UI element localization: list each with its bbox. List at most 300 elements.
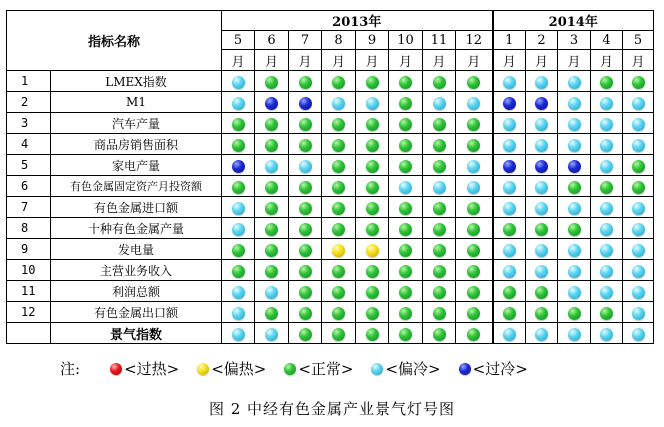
normal-lamp-icon — [467, 328, 480, 341]
cool-lamp-icon — [600, 97, 613, 110]
lamp-cell — [389, 92, 423, 113]
cool-lamp-icon — [535, 76, 548, 89]
lamp-cell — [526, 260, 558, 281]
cool-lamp-icon — [399, 181, 412, 194]
table-row — [7, 134, 654, 155]
legend-item-label: <过冷> — [472, 360, 528, 378]
cold-lamp-icon — [568, 160, 581, 173]
lamp-cell — [591, 176, 623, 197]
lamp-cell — [289, 302, 322, 323]
normal-lamp-icon — [232, 244, 245, 257]
lamp-cell — [526, 323, 558, 344]
cool-lamp-icon — [600, 118, 613, 131]
cool-lamp-icon — [265, 328, 278, 341]
normal-lamp-icon — [399, 286, 412, 299]
lamp-cell — [356, 71, 389, 92]
cool-lamp-icon — [632, 97, 645, 110]
normal-lamp-icon — [399, 202, 412, 215]
lamp-cell — [255, 281, 289, 302]
lamp-cell — [289, 134, 322, 155]
lamp-cell — [356, 113, 389, 134]
indicator-name-header: 指标名称 — [7, 11, 222, 71]
lamp-cell — [322, 197, 356, 218]
cool-lamp-icon — [265, 160, 278, 173]
cool-lamp-icon — [632, 202, 645, 215]
normal-lamp-icon — [433, 76, 446, 89]
cool-lamp-icon — [467, 160, 480, 173]
table-row — [7, 323, 654, 344]
lamp-cell — [456, 71, 493, 92]
lamp-cell — [389, 218, 423, 239]
normal-lamp-icon — [265, 181, 278, 194]
lamp-cell — [456, 197, 493, 218]
normal-lamp-icon — [299, 307, 312, 320]
normal-lamp-icon — [467, 286, 480, 299]
lamp-cell — [356, 176, 389, 197]
normal-lamp-icon — [265, 202, 278, 215]
lamp-cell — [389, 239, 423, 260]
normal-lamp-icon — [433, 202, 446, 215]
lamp-cell — [591, 134, 623, 155]
normal-lamp-icon — [232, 265, 245, 278]
lamp-cell — [389, 323, 423, 344]
normal-lamp-icon — [433, 265, 446, 278]
normal-lamp-icon — [399, 307, 412, 320]
cool-lamp-icon — [600, 139, 613, 152]
normal-lamp-icon — [535, 307, 548, 320]
row-number: 7 — [7, 197, 51, 218]
lamp-cell — [423, 92, 456, 113]
cool-lamp-icon — [433, 97, 446, 110]
row-number: 10 — [7, 260, 51, 281]
cool-lamp-icon — [568, 265, 581, 278]
table-row — [7, 260, 654, 281]
row-number: 1 — [7, 71, 51, 92]
normal-lamp-icon — [433, 160, 446, 173]
lamp-cell — [558, 218, 591, 239]
lamp-cell — [493, 176, 526, 197]
lamp-cell — [526, 197, 558, 218]
cool-lamp-icon — [232, 76, 245, 89]
cool-lamp-icon — [600, 160, 613, 173]
normal-lamp-icon — [632, 160, 645, 173]
cool-lamp-icon — [232, 307, 245, 320]
lamp-cell — [255, 134, 289, 155]
row-number: 4 — [7, 134, 51, 155]
month-unit: 月 — [591, 50, 623, 71]
lamp-cell — [456, 302, 493, 323]
month-unit: 月 — [558, 50, 591, 71]
legend-label: 注: — [60, 360, 81, 378]
legend-item-label: <正常> — [298, 360, 354, 378]
row-number: 6 — [7, 176, 51, 197]
lamp-cell — [255, 302, 289, 323]
indicator-name: M1 — [51, 92, 222, 113]
lamp-cell — [456, 218, 493, 239]
lamp-cell — [493, 260, 526, 281]
cool-lamp-icon — [503, 244, 516, 257]
indicator-name: 商品房销售面积 — [51, 134, 222, 155]
month-unit: 月 — [456, 50, 493, 71]
lamp-cell — [255, 260, 289, 281]
normal-lamp-icon — [366, 181, 379, 194]
cool-lamp-icon — [371, 363, 383, 375]
table-row — [7, 281, 654, 302]
lamp-cell — [623, 113, 654, 134]
normal-lamp-icon — [299, 223, 312, 236]
row-number: 3 — [7, 113, 51, 134]
lamp-cell — [591, 113, 623, 134]
cool-lamp-icon — [503, 181, 516, 194]
lamp-cell — [255, 92, 289, 113]
normal-lamp-icon — [332, 76, 345, 89]
table-row — [7, 71, 654, 92]
row-number: 9 — [7, 239, 51, 260]
lamp-cell — [289, 197, 322, 218]
lamp-cell — [623, 239, 654, 260]
lamp-cell — [222, 71, 255, 92]
normal-lamp-icon — [399, 328, 412, 341]
indicator-name: 家电产量 — [51, 155, 222, 176]
lamp-cell — [623, 281, 654, 302]
month-number: 2 — [526, 31, 558, 50]
lamp-cell — [255, 176, 289, 197]
table-row — [7, 113, 654, 134]
normal-lamp-icon — [399, 160, 412, 173]
lamp-cell — [623, 302, 654, 323]
lamp-cell — [493, 302, 526, 323]
lamp-cell — [558, 155, 591, 176]
lamp-cell — [356, 218, 389, 239]
indicator-name: 十种有色金属产量 — [51, 218, 222, 239]
lamp-cell — [526, 302, 558, 323]
cool-lamp-icon — [265, 286, 278, 299]
lamp-cell — [289, 176, 322, 197]
month-unit: 月 — [322, 50, 356, 71]
lamp-cell — [558, 71, 591, 92]
normal-lamp-icon — [467, 139, 480, 152]
cool-lamp-icon — [568, 328, 581, 341]
lamp-cell — [558, 281, 591, 302]
row-number: 5 — [7, 155, 51, 176]
lamp-cell — [493, 197, 526, 218]
lamp-cell — [456, 176, 493, 197]
lamp-cell — [493, 239, 526, 260]
indicator-name: 发电量 — [51, 239, 222, 260]
row-number — [7, 323, 51, 344]
lamp-cell — [526, 218, 558, 239]
normal-lamp-icon — [467, 76, 480, 89]
warm-lamp-icon — [366, 244, 379, 257]
cool-lamp-icon — [503, 139, 516, 152]
normal-lamp-icon — [299, 139, 312, 152]
lamp-cell — [423, 197, 456, 218]
lamp-cell — [322, 281, 356, 302]
normal-lamp-icon — [568, 181, 581, 194]
lamp-cell — [423, 218, 456, 239]
lamp-cell — [493, 281, 526, 302]
lamp-cell — [456, 281, 493, 302]
lamp-cell — [558, 260, 591, 281]
cool-lamp-icon — [232, 223, 245, 236]
lamp-cell — [623, 260, 654, 281]
lamp-cell — [222, 155, 255, 176]
lamp-cell — [591, 197, 623, 218]
lamp-cell — [591, 155, 623, 176]
warm-lamp-icon — [197, 363, 209, 375]
lamp-cell — [526, 113, 558, 134]
table-row — [7, 239, 654, 260]
cool-lamp-icon — [600, 286, 613, 299]
normal-lamp-icon — [332, 160, 345, 173]
cool-lamp-icon — [632, 265, 645, 278]
normal-lamp-icon — [332, 265, 345, 278]
lamp-cell — [558, 239, 591, 260]
lamp-cell — [322, 71, 356, 92]
normal-lamp-icon — [503, 286, 516, 299]
table-row — [7, 218, 654, 239]
lamp-cell — [423, 71, 456, 92]
normal-lamp-icon — [467, 223, 480, 236]
cool-lamp-icon — [535, 265, 548, 278]
cool-lamp-icon — [568, 286, 581, 299]
normal-lamp-icon — [265, 139, 278, 152]
lamp-cell — [322, 113, 356, 134]
hot-lamp-icon — [110, 363, 122, 375]
normal-lamp-icon — [265, 307, 278, 320]
cool-lamp-icon — [467, 181, 480, 194]
lamp-cell — [558, 323, 591, 344]
month-number: 5 — [623, 31, 654, 50]
lamp-cell — [423, 176, 456, 197]
lamp-cell — [389, 302, 423, 323]
lamp-cell — [389, 197, 423, 218]
legend-item-cool — [371, 358, 440, 379]
lamp-cell — [389, 113, 423, 134]
figure-caption: 图 2 中经有色金属产业景气灯号图 — [208, 400, 456, 418]
cool-lamp-icon — [467, 97, 480, 110]
lamp-cell — [322, 92, 356, 113]
lamp-cell — [623, 92, 654, 113]
lamp-cell — [289, 323, 322, 344]
lamp-cell — [222, 260, 255, 281]
lamp-cell — [591, 92, 623, 113]
lamp-cell — [623, 197, 654, 218]
cool-lamp-icon — [632, 118, 645, 131]
indicator-name: 主营业务收入 — [51, 260, 222, 281]
normal-lamp-icon — [265, 265, 278, 278]
normal-lamp-icon — [467, 244, 480, 257]
normal-lamp-icon — [600, 307, 613, 320]
lamp-cell — [222, 281, 255, 302]
lamp-cell — [322, 218, 356, 239]
lamp-cell — [222, 323, 255, 344]
cool-lamp-icon — [600, 328, 613, 341]
cool-lamp-icon — [632, 139, 645, 152]
normal-lamp-icon — [366, 139, 379, 152]
normal-lamp-icon — [299, 181, 312, 194]
cool-lamp-icon — [299, 160, 312, 173]
lamp-cell — [493, 323, 526, 344]
cool-lamp-icon — [568, 76, 581, 89]
lamp-cell — [255, 197, 289, 218]
normal-lamp-icon — [332, 118, 345, 131]
lamp-cell — [558, 302, 591, 323]
cool-lamp-icon — [232, 97, 245, 110]
normal-lamp-icon — [600, 181, 613, 194]
normal-lamp-icon — [399, 118, 412, 131]
lamp-cell — [222, 239, 255, 260]
lamp-cell — [591, 302, 623, 323]
month-number: 11 — [423, 31, 456, 50]
normal-lamp-icon — [332, 286, 345, 299]
lamp-cell — [456, 155, 493, 176]
lamp-cell — [623, 155, 654, 176]
indicator-name: 有色金属进口额 — [51, 197, 222, 218]
lamp-cell — [623, 218, 654, 239]
indicator-name: 汽车产量 — [51, 113, 222, 134]
normal-lamp-icon — [299, 118, 312, 131]
cool-lamp-icon — [232, 286, 245, 299]
table-row — [7, 155, 654, 176]
normal-lamp-icon — [299, 202, 312, 215]
lamp-cell — [289, 260, 322, 281]
normal-lamp-icon — [332, 223, 345, 236]
indicator-name: 景气指数 — [51, 323, 222, 344]
lamp-cell — [255, 239, 289, 260]
lamp-cell — [456, 239, 493, 260]
lamp-cell — [389, 260, 423, 281]
normal-lamp-icon — [299, 244, 312, 257]
indicator-name: 利润总额 — [51, 281, 222, 302]
month-number: 3 — [558, 31, 591, 50]
normal-lamp-icon — [399, 223, 412, 236]
cool-lamp-icon — [568, 202, 581, 215]
month-unit: 月 — [623, 50, 654, 71]
row-number: 11 — [7, 281, 51, 302]
normal-lamp-icon — [399, 97, 412, 110]
lamp-cell — [255, 218, 289, 239]
normal-lamp-icon — [433, 223, 446, 236]
cool-lamp-icon — [600, 244, 613, 257]
normal-lamp-icon — [399, 76, 412, 89]
normal-lamp-icon — [332, 307, 345, 320]
cold-lamp-icon — [535, 97, 548, 110]
indicator-name: LMEX指数 — [51, 71, 222, 92]
cool-lamp-icon — [503, 118, 516, 131]
lamp-cell — [389, 176, 423, 197]
lamp-cell — [222, 218, 255, 239]
lamp-cell — [526, 92, 558, 113]
cool-lamp-icon — [632, 328, 645, 341]
warm-lamp-icon — [332, 244, 345, 257]
cold-lamp-icon — [459, 363, 471, 375]
cool-lamp-icon — [366, 97, 379, 110]
lamp-cell — [591, 71, 623, 92]
normal-lamp-icon — [433, 307, 446, 320]
lamp-cell — [526, 71, 558, 92]
normal-lamp-icon — [568, 223, 581, 236]
lamp-cell — [423, 281, 456, 302]
lamp-cell — [526, 155, 558, 176]
cool-lamp-icon — [568, 118, 581, 131]
normal-lamp-icon — [399, 139, 412, 152]
lamp-cell — [493, 92, 526, 113]
row-number: 8 — [7, 218, 51, 239]
month-number: 9 — [356, 31, 389, 50]
lamp-cell — [423, 302, 456, 323]
month-unit: 月 — [222, 50, 255, 71]
lamp-cell — [322, 239, 356, 260]
lamp-cell — [526, 281, 558, 302]
lamp-cell — [526, 176, 558, 197]
lamp-cell — [423, 323, 456, 344]
cool-lamp-icon — [568, 244, 581, 257]
lamp-cell — [289, 239, 322, 260]
lamp-cell — [423, 113, 456, 134]
lamp-cell — [493, 134, 526, 155]
normal-lamp-icon — [265, 223, 278, 236]
normal-lamp-icon — [433, 328, 446, 341]
normal-lamp-icon — [265, 76, 278, 89]
month-number: 12 — [456, 31, 493, 50]
cool-lamp-icon — [503, 76, 516, 89]
cold-lamp-icon — [503, 160, 516, 173]
lamp-cell — [356, 92, 389, 113]
normal-lamp-icon — [467, 307, 480, 320]
lamp-cell — [222, 113, 255, 134]
month-number: 8 — [322, 31, 356, 50]
cold-lamp-icon — [535, 160, 548, 173]
cool-lamp-icon — [535, 244, 548, 257]
normal-lamp-icon — [433, 139, 446, 152]
lamp-cell — [456, 260, 493, 281]
normal-lamp-icon — [366, 307, 379, 320]
normal-lamp-icon — [600, 76, 613, 89]
cool-lamp-icon — [232, 202, 245, 215]
lamp-cell — [222, 92, 255, 113]
cool-lamp-icon — [332, 97, 345, 110]
lamp-cell — [255, 155, 289, 176]
normal-lamp-icon — [366, 328, 379, 341]
cold-lamp-icon — [232, 160, 245, 173]
lamp-cell — [456, 323, 493, 344]
normal-lamp-icon — [568, 307, 581, 320]
cool-lamp-icon — [503, 328, 516, 341]
normal-lamp-icon — [433, 244, 446, 257]
cool-lamp-icon — [503, 265, 516, 278]
normal-lamp-icon — [632, 76, 645, 89]
lamp-cell — [591, 260, 623, 281]
cool-lamp-icon — [535, 139, 548, 152]
lamp-cell — [255, 323, 289, 344]
lamp-cell — [623, 323, 654, 344]
lamp-cell — [456, 113, 493, 134]
normal-lamp-icon — [467, 202, 480, 215]
month-number: 7 — [289, 31, 322, 50]
cool-lamp-icon — [535, 328, 548, 341]
cool-lamp-icon — [632, 286, 645, 299]
lamp-cell — [558, 134, 591, 155]
normal-lamp-icon — [433, 118, 446, 131]
lamp-cell — [289, 92, 322, 113]
table-row — [7, 176, 654, 197]
cold-lamp-icon — [299, 97, 312, 110]
normal-lamp-icon — [433, 286, 446, 299]
month-number: 1 — [493, 31, 526, 50]
cool-lamp-icon — [632, 223, 645, 236]
lamp-cell — [493, 71, 526, 92]
